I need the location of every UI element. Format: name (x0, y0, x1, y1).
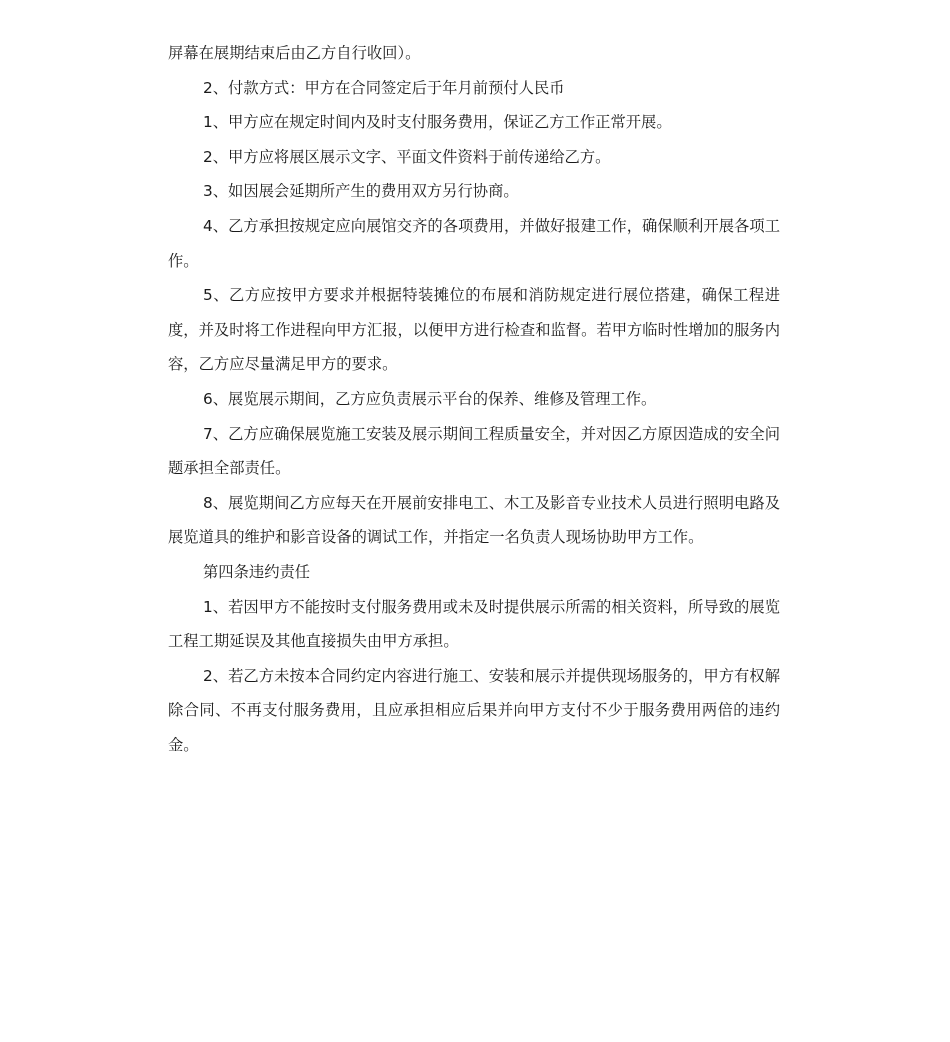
paragraph-party-a-clause-2: 2、甲方应将展区展示文字、平面文件资料于前传递给乙方。 (203, 147, 611, 166)
paragraph-clause-3: 3、如因展会延期所产生的费用双方另行协商。 (203, 182, 519, 201)
paragraph-breach-clause-2: 2、若乙方未按本合同约定内容进行施工、安装和展示并提供现场服务的，甲方有权解除合同、不再支付服务费用，且应承担相应后果并向甲方支付不少于服务费用两倍的违约金。 (168, 666, 780, 754)
section-heading-article-4: 第四条违约责任 (203, 562, 311, 581)
paragraph-party-b-clause-4: 4、乙方承担按规定应向展馆交齐的各项费用，并做好报建工作，确保顺利开展各项工作。 (168, 216, 780, 270)
paragraph-party-b-clause-5: 5、乙方应按甲方要求并根据特装摊位的布展和消防规定进行展位搭建，确保工程进度，并及时将工作进程向甲方汇报，以便甲方进行检查和监督。若甲方临时性增加的服务内容，乙方应尽量满足甲方的要求。 (168, 286, 780, 374)
paragraph-party-b-clause-7: 7、乙方应确保展览施工安装及展示期间工程质量安全，并对因乙方原因造成的安全问题承担全部责任。 (168, 424, 780, 478)
paragraph-continuation: 屏幕在展期结束后由乙方自行收回）。 (168, 44, 421, 62)
paragraph-party-b-clause-6: 6、展览展示期间，乙方应负责展示平台的保养、维修及管理工作。 (203, 389, 657, 408)
document-page (168, 36, 780, 762)
paragraph-party-a-clause-1: 1、甲方应在规定时间内及时支付服务费用，保证乙方工作正常开展。 (203, 113, 672, 132)
paragraph-party-b-clause-8: 8、展览期间乙方应每天在开展前安排电工、木工及影音专业技术人员进行照明电路及展览道具的维护和影音设备的调试工作，并指定一名负责人现场协助甲方工作。 (168, 493, 780, 547)
paragraph-breach-clause-1: 1、若因甲方不能按时支付服务费用或未及时提供展示所需的相关资料，所导致的展览工程工期延误及其他直接损失由甲方承担。 (168, 597, 780, 651)
paragraph-payment-method: 2、付款方式：甲方在合同签定后于年月前预付人民币 (203, 78, 565, 97)
